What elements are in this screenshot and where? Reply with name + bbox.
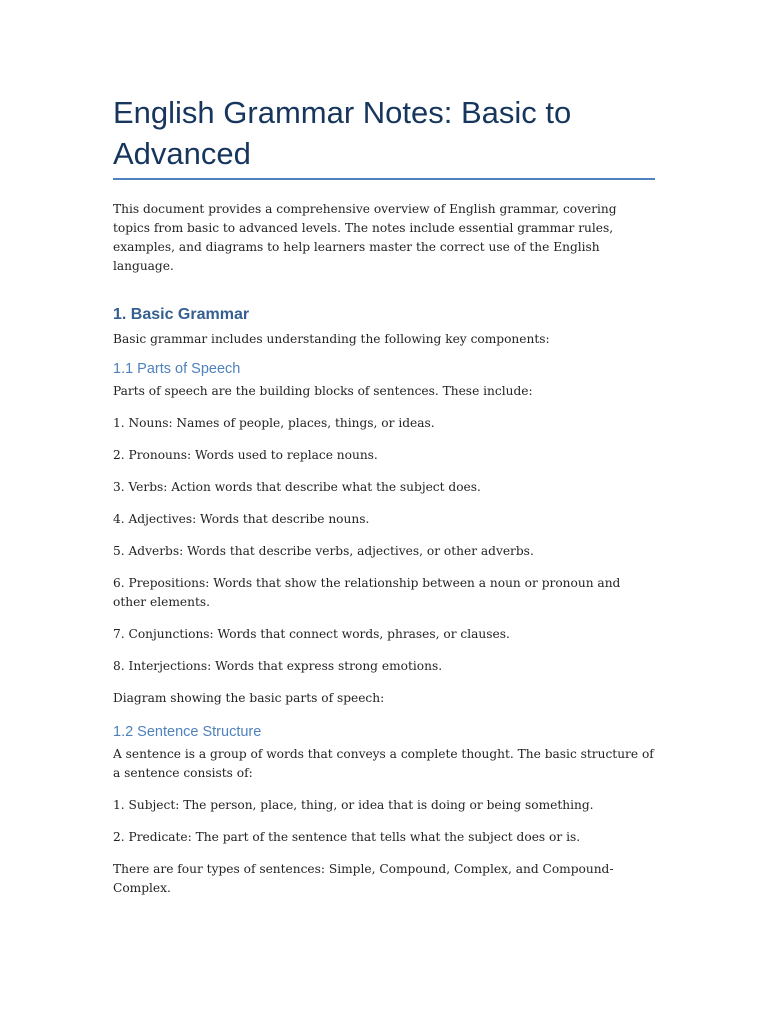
list-item: 1. Subject: The person, place, thing, or idea that is doing or being something. <box>113 798 594 812</box>
sentence-types: There are four types of sentences: Simple, Compound, Complex, and Compound-Complex. <box>113 862 614 895</box>
parts-of-speech-intro: Parts of speech are the building blocks of sentences. These include: <box>113 384 533 398</box>
list-item: 1. Nouns: Names of people, places, things, or ideas. <box>113 416 435 430</box>
title-divider <box>113 178 655 180</box>
list-item: 2. Predicate: The part of the sentence that tells what the subject does or is. <box>113 830 581 844</box>
list-item: 3. Verbs: Action words that describe what the subject does. <box>113 480 481 494</box>
sentence-structure-intro: A sentence is a group of words that conveys a complete thought. The basic structure of a sentence consists of: <box>113 747 654 780</box>
list-item: 5. Adverbs: Words that describe verbs, adjectives, or other adverbs. <box>113 544 534 558</box>
list-item: 7. Conjunctions: Words that connect words, phrases, or clauses. <box>113 627 510 641</box>
subsection-heading-sentence-structure: 1.2 Sentence Structure <box>113 724 262 740</box>
list-item: 6. Prepositions: Words that show the relationship between a noun or pronoun and other elements. <box>113 576 621 609</box>
section-heading-basic-grammar: 1. Basic Grammar <box>113 306 250 323</box>
list-item: 8. Interjections: Words that express strong emotions. <box>113 659 443 673</box>
diagram-caption: Diagram showing the basic parts of speech: <box>113 691 385 705</box>
document-title: English Grammar Notes: Basic to Advanced <box>113 95 572 171</box>
section-intro: Basic grammar includes understanding the following key components: <box>113 332 550 346</box>
list-item: 4. Adjectives: Words that describe nouns. <box>113 512 370 526</box>
document-page <box>113 92 655 911</box>
subsection-heading-parts-of-speech: 1.1 Parts of Speech <box>113 361 241 377</box>
list-item: 2. Pronouns: Words used to replace nouns. <box>113 448 378 462</box>
intro-paragraph: This document provides a comprehensive overview of English grammar, covering topics from basic to advanced levels. The notes include essential grammar rules, examples, and diagrams to help learners master the correct use of the English language. <box>113 202 617 273</box>
